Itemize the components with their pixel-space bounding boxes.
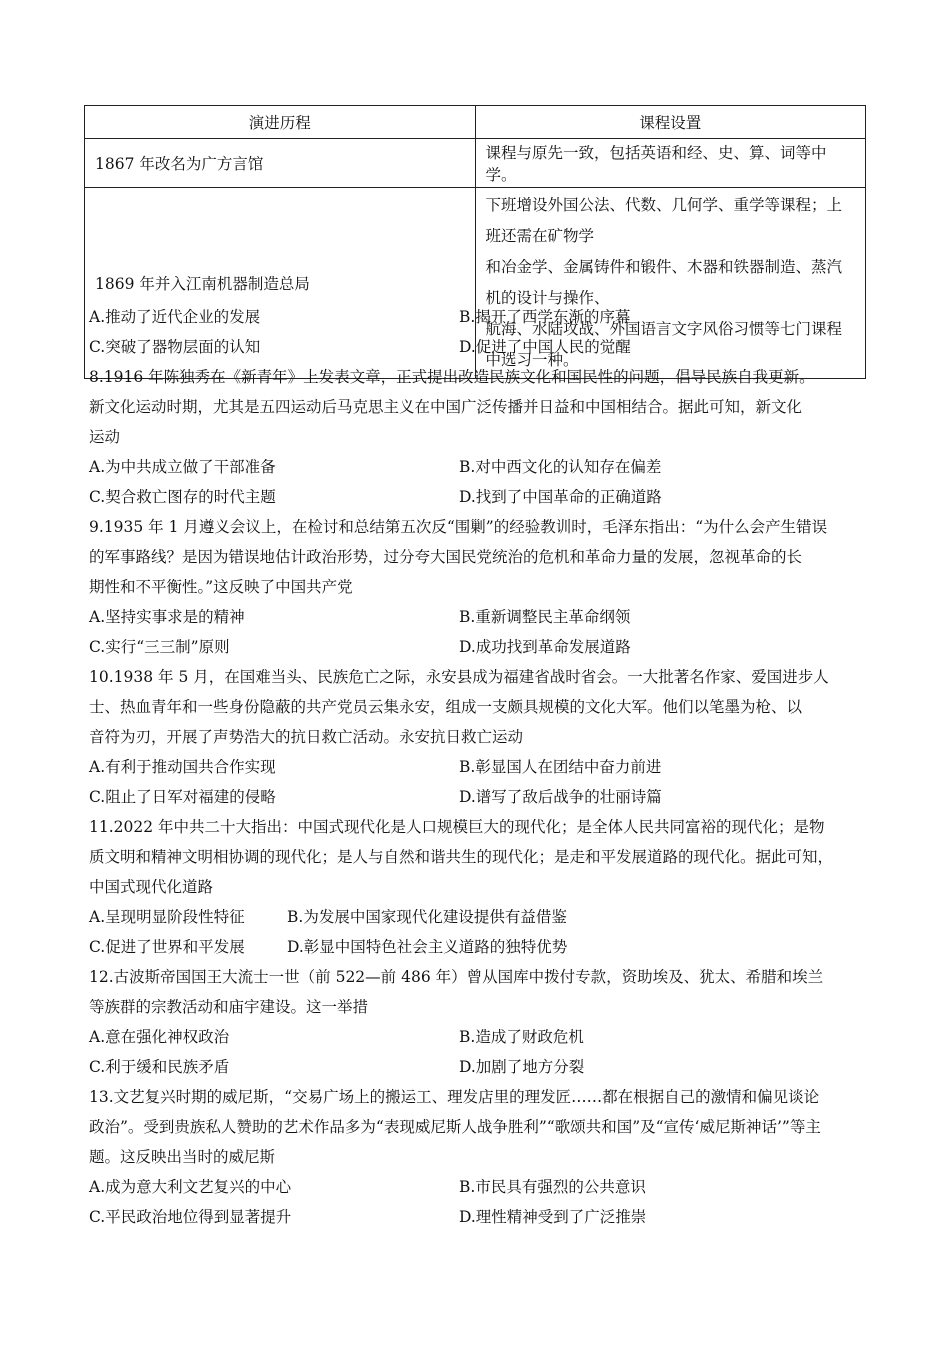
text-line: 质文明和精神文明相协调的现代化；是人与自然和谐共生的现代化；是走和平发展道路的现代化。据此可知， (89, 848, 834, 866)
option-b: B.市民具有强烈的公共意识 (459, 1178, 646, 1196)
option-d: D.理性精神受到了广泛推崇 (459, 1208, 647, 1226)
text-line: 中国式现代化道路 (89, 878, 214, 896)
option-c: C.促进了世界和平发展 (89, 938, 245, 956)
option-b: B.揭开了西学东渐的序幕 (459, 308, 631, 326)
option-a: A.意在强化神权政治 (89, 1028, 230, 1046)
text-line: 新文化运动时期，尤其是五四运动后马克思主义在中国广泛传播并日益和中国相结合。据此可知，新文化 (89, 398, 803, 416)
option-a: A.推动了近代企业的发展 (89, 308, 261, 326)
text-line: 13.文艺复兴时期的威尼斯，“交易广场上的搬运工、理发店里的理发匠……都在根据自己的激情和偏见谈论 (89, 1088, 820, 1106)
question-11-stem (89, 812, 869, 902)
text-line: 期性和不平衡性。”这反映了中国共产党 (89, 578, 353, 596)
option-d: D.促进了中国人民的觉醒 (459, 338, 631, 356)
option-a: A.为中共成立做了干部准备 (89, 458, 276, 476)
question-10-stem (89, 662, 869, 752)
table-cell-courses: 课程与原先一致，包括英语和经、史、算、词等中学。 (475, 139, 866, 188)
table-cell-stage: 1867 年改名为广方言馆 (85, 139, 476, 188)
option-b: B.彰显国人在团结中奋力前进 (459, 758, 662, 776)
option-d: D.找到了中国革命的正确道路 (459, 488, 662, 506)
text-line: 运动 (89, 428, 121, 446)
text-line: 航海、水陆攻战、外国语言文字风俗习惯等七门课程中选习一种。 (485, 320, 843, 369)
option-d: D.成功找到革命发展道路 (459, 638, 631, 656)
question-8-stem (89, 362, 869, 452)
option-d: D.彰显中国特色社会主义道路的独特优势 (287, 938, 568, 956)
text-line: 11.2022 年中共二十大指出：中国式现代化是人口规模巨大的现代化；是全体人民共同富裕的现代化；是物 (89, 818, 825, 836)
question-12-stem (89, 962, 869, 1022)
option-d: D.谱写了敌后战争的壮丽诗篇 (459, 788, 662, 806)
option-a: A.呈现明显阶段性特征 (89, 908, 245, 926)
option-a: A.坚持实事求是的精神 (89, 608, 245, 626)
option-c: C.阻止了日军对福建的侵略 (89, 788, 276, 806)
text-line: 12.古波斯帝国国王大流士一世（前 522—前 486 年）曾从国库中拨付专款，资助埃及、犹太、希腊和埃兰 (89, 968, 824, 986)
question-9-stem (89, 512, 869, 602)
option-d: D.加剧了地方分裂 (459, 1058, 585, 1076)
option-b: B.重新调整民主革命纲领 (459, 608, 631, 626)
option-c: C.利于缓和民族矛盾 (89, 1058, 230, 1076)
table-row (85, 139, 866, 188)
text-line: 的军事路线？是因为错误地估计政治形势，过分夸大国民党统治的危机和革命力量的发展，忽视革命的长 (89, 548, 803, 566)
question-10-options (89, 752, 869, 812)
option-c: C.契合救亡图存的时代主题 (89, 488, 276, 506)
option-c: C.实行“三三制”原则 (89, 638, 230, 656)
question-13-options (89, 1172, 869, 1232)
option-c: C.平民政治地位得到显著提升 (89, 1208, 292, 1226)
option-a: A.有利于推动国共合作实现 (89, 758, 276, 776)
text-line: 音符为刃，开展了声势浩大的抗日救亡活动。永安抗日救亡运动 (89, 728, 524, 746)
question-11-options (89, 902, 869, 962)
text-line: 9.1935 年 1 月遵义会议上，在检讨和总结第五次反“围剿”的经验教训时，毛泽东指出：“为什么会产生错误 (89, 518, 828, 536)
text-line: 士、热血青年和一些身份隐蔽的共产党员云集永安，组成一支颇具规模的文化大军。他们以笔墨为枪、以 (89, 698, 803, 716)
text-line: 10.1938 年 5 月，在国难当头、民族危亡之际，永安县成为福建省战时省会。一大批著名作家、爱国进步人 (89, 668, 829, 686)
question-7-options (89, 302, 869, 362)
table-header-row (85, 106, 866, 139)
question-9-options (89, 602, 869, 662)
table-cell-stage: 1869 年并入江南机器制造总局 (85, 188, 476, 379)
text-line: 8.1916 年陈独秀在《新青年》上发表文章，正式提出改造民族文化和国民性的问题，倡导民族自我更新。 (89, 368, 815, 386)
option-b: B.对中西文化的认知存在偏差 (459, 458, 662, 476)
text-line: 政治”。受到贵族私人赞助的艺术作品多为“表现威尼斯人战争胜利”“歌颂共和国”及“宣传‘威尼斯神话’”等主 (89, 1118, 821, 1136)
question-12-options (89, 1022, 869, 1082)
option-b: B.造成了财政危机 (459, 1028, 584, 1046)
text-line: 题。这反映出当时的威尼斯 (89, 1148, 276, 1166)
option-a: A.成为意大利文艺复兴的中心 (89, 1178, 292, 1196)
option-c: C.突破了器物层面的认知 (89, 338, 261, 356)
table-header-courses: 课程设置 (475, 106, 866, 139)
table-header-stage: 演进历程 (85, 106, 476, 139)
text-line: 下班增设外国公法、代数、几何学、重学等课程；上班还需在矿物学 (485, 196, 843, 245)
option-b: B.为发展中国家现代化建设提供有益借鉴 (287, 908, 567, 926)
text-line: 和冶金学、金属铸件和锻件、木器和铁器制造、蒸汽机的设计与操作、 (485, 258, 843, 307)
text-line: 等族群的宗教活动和庙宇建设。这一举措 (89, 998, 369, 1016)
question-13-stem (89, 1082, 869, 1172)
question-8-options (89, 452, 869, 512)
